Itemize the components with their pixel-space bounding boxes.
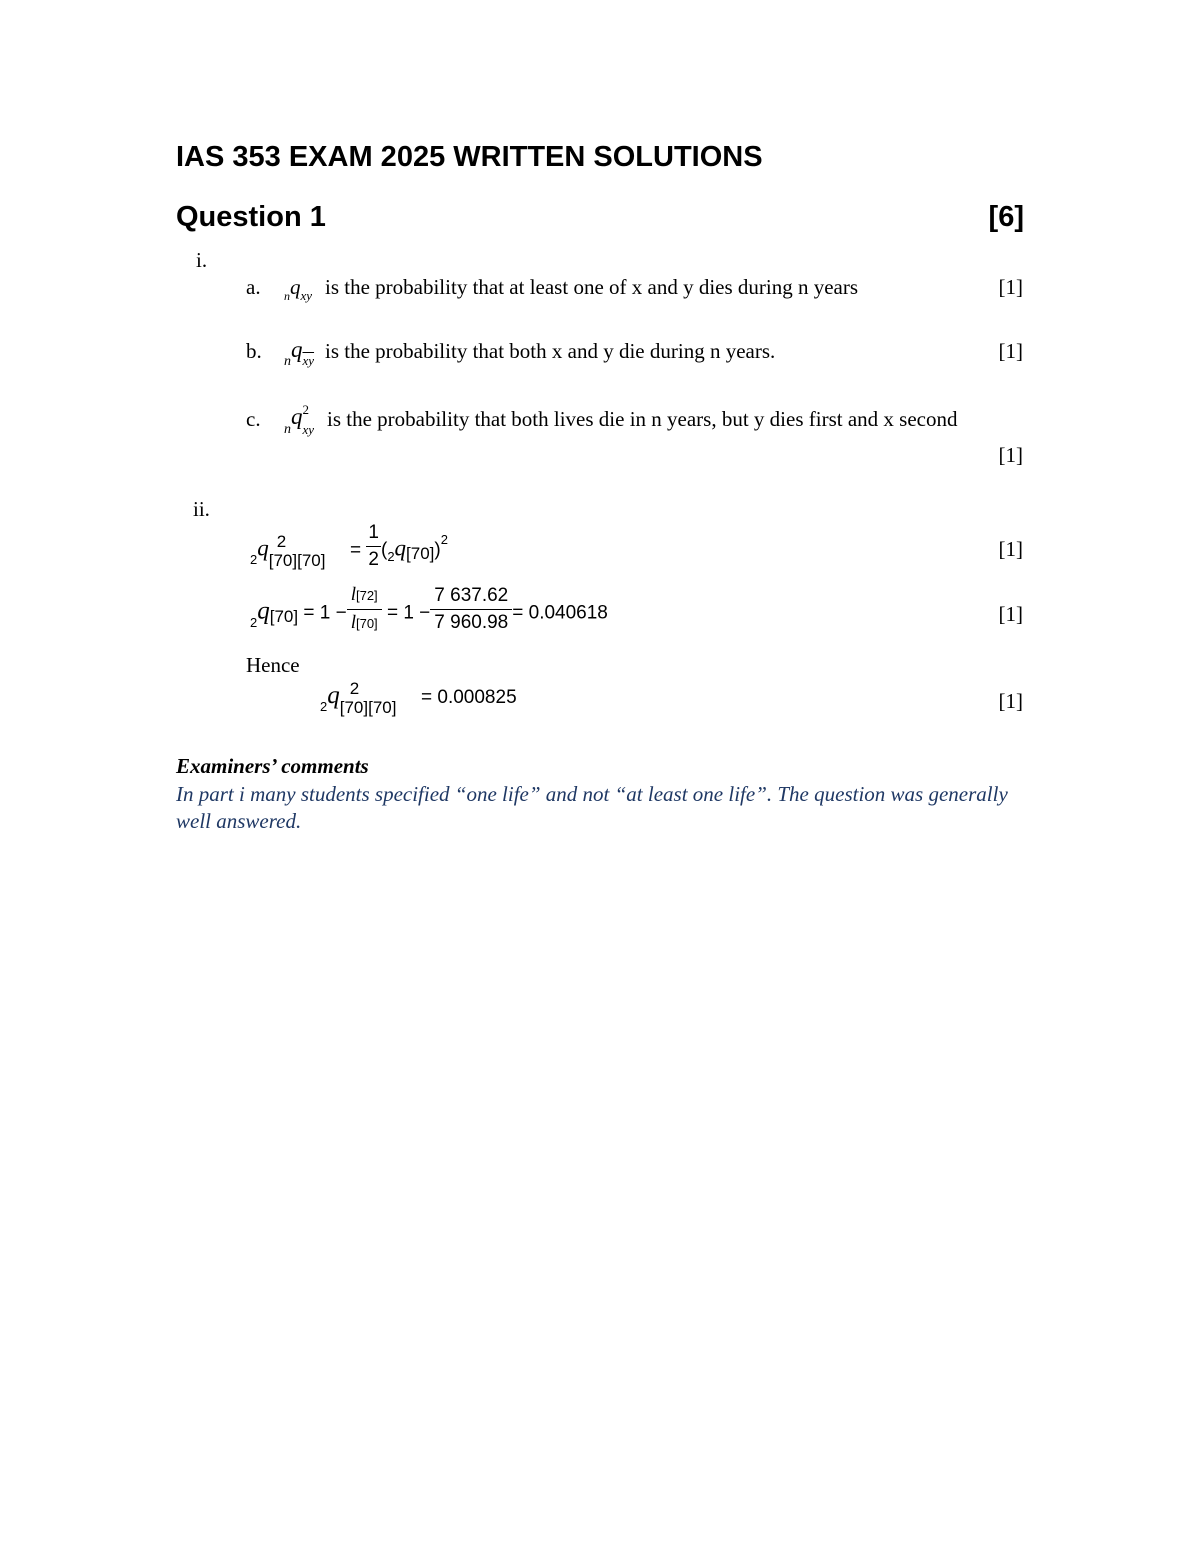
part-i-label: i. bbox=[196, 248, 208, 272]
equation-2: $_2$q[70] = 1 − $\frac{l[72]}{l[70]}$ = 1 − $\frac{7 637.62}{7 960.98}$ = 0.040618 bbox=[250, 586, 608, 641]
hence-label: Hence bbox=[246, 653, 300, 677]
equation-1: $_2$q 2 [70][70] = $\frac{1}{2}$ $(_2q[70])^2$ bbox=[250, 522, 448, 570]
item-c-letter: c. bbox=[246, 407, 261, 431]
document-title: IAS 353 EXAM 2025 WRITTEN SOLUTIONS bbox=[176, 141, 763, 173]
equation-3-mark: [1] bbox=[998, 689, 1023, 713]
equation-2-mark: [1] bbox=[998, 602, 1023, 626]
item-c-mark: [1] bbox=[998, 443, 1023, 467]
item-c-text: is the probability that both lives die in n years, but y dies first and x second bbox=[327, 407, 958, 431]
examiners-comments-heading: Examiners’ comments bbox=[176, 754, 369, 778]
item-b-text: is the probability that both x and y die during n years. bbox=[325, 339, 776, 363]
item-a-symbol: $_nq_{xy}$ bbox=[284, 275, 313, 303]
part-ii-label: ii. bbox=[193, 497, 210, 521]
examiners-comments-text: In part i many students specified “one life” and not “at least one life”. The question was generally well answered. bbox=[176, 782, 1008, 833]
item-a-mark: [1] bbox=[998, 275, 1023, 299]
item-b-letter: b. bbox=[246, 339, 262, 363]
equation-1-mark: [1] bbox=[998, 537, 1023, 561]
question-total-marks: [6] bbox=[988, 201, 1024, 233]
item-b-mark: [1] bbox=[998, 339, 1023, 363]
item-a-text: is the probability that at least one of x and y dies during n years bbox=[325, 275, 859, 299]
item-b-symbol: $_nq_{\overline{xy}}$ bbox=[284, 337, 315, 369]
item-c-symbol: $_n$q 2 xy bbox=[284, 402, 315, 437]
item-a-letter: a. bbox=[246, 275, 261, 299]
question-heading: Question 1 bbox=[176, 201, 326, 233]
equation-3: $_2$q 2 [70][70] = 0.000825 bbox=[320, 679, 517, 717]
